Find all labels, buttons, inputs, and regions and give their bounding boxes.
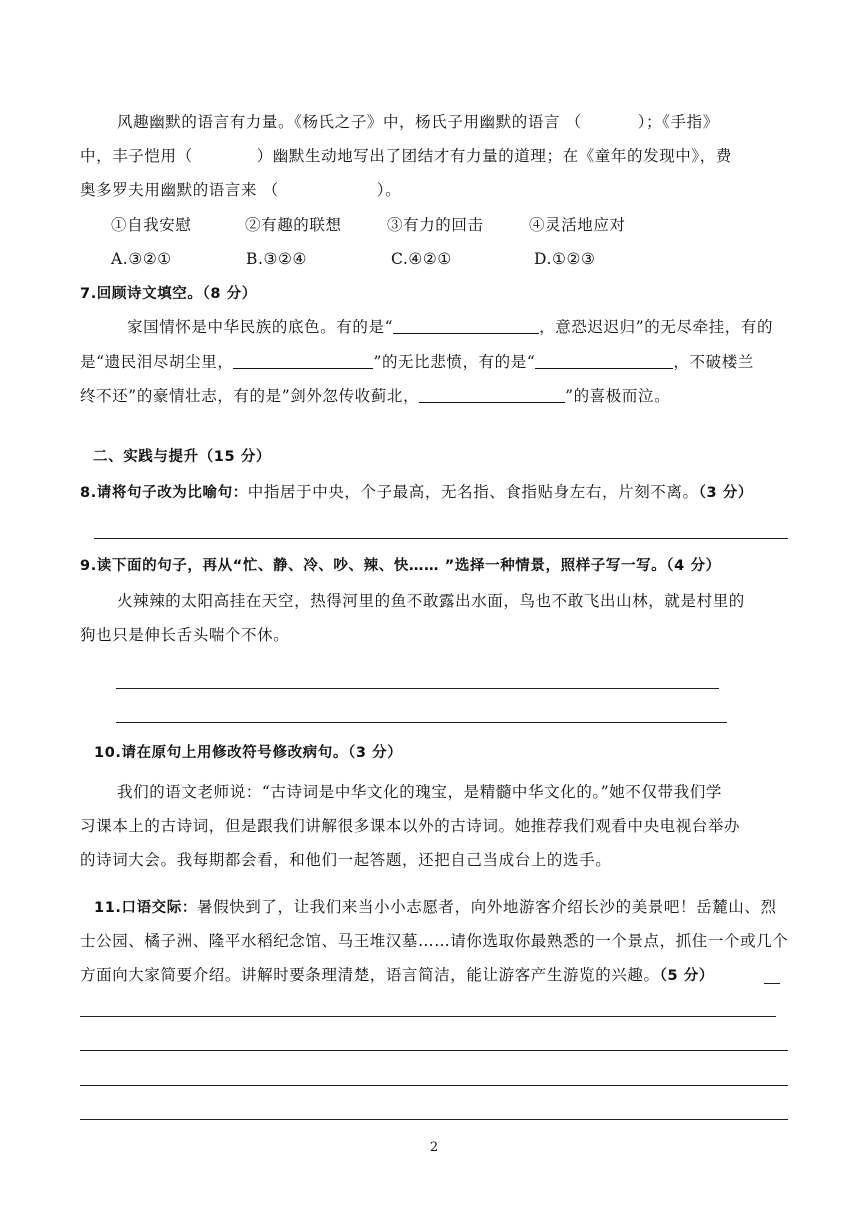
- q6-option-d[interactable]: D.①②③: [534, 250, 596, 268]
- q7-line-2-text-c: ，不破楼兰: [673, 353, 754, 371]
- q6-line-3: [80, 179, 401, 201]
- q7-line-1: [127, 316, 773, 338]
- q9-answer-line-2[interactable]: [116, 722, 727, 723]
- q6-line-1: [117, 111, 719, 133]
- q10-para-3: 的诗词大会。我每期都会看，和他们一起答题，还把自己当成台上的选手。: [80, 851, 612, 869]
- q6-line-2-text-b: ）幽默生动地写出了团结才有力量的道理；在《童年的发现中》，费: [256, 147, 732, 165]
- q6-choice-4: ④灵活地应对: [529, 216, 626, 234]
- q7-blank-1[interactable]: [393, 317, 539, 334]
- q10-heading: 10.请在原句上用修改符号修改病句。（3 分）: [94, 745, 403, 761]
- q7-blank-3[interactable]: [535, 352, 673, 369]
- q11-line-3-text: 方面向大家简要介绍。讲解时要条理清楚，语言简洁，能让游客产生游览的兴趣。: [80, 966, 660, 984]
- q7-line-3: [80, 385, 670, 407]
- q10-para-1: 我们的语文老师说：“古诗词是中华文化的瑰宝，是精髓中华文化的。”她不仅带我们学: [117, 783, 723, 801]
- q9-example-1: 火辣辣的太阳高挂在天空，热得河里的鱼不敢露出水面，鸟也不敢飞出山林，就是村里的: [117, 592, 745, 610]
- q11-line-1-text: 暑假快到了，让我们来当小小志愿者，向外地游客介绍长沙的美景吧！岳麓山、烈: [197, 898, 777, 916]
- q6-option-a[interactable]: A.③②①: [111, 250, 172, 268]
- q11-line-3: [80, 964, 714, 987]
- q11-label: 11.口语交际：: [94, 900, 197, 916]
- q8-answer-line[interactable]: [94, 538, 788, 539]
- q8-label: 8.请将句子改为比喻句：: [80, 485, 248, 501]
- q6-line-1-text-a: 风趣幽默的语言有力量。《杨氏之子》中，杨氏子用幽默的语言 （: [117, 113, 582, 131]
- q11-answer-line-start[interactable]: [764, 983, 780, 984]
- q8-text: 中指居于中央，个子最高，无名指、食指贴身左右，片刻不离。: [247, 483, 699, 501]
- q6-choice-1: ①自我安慰: [111, 216, 192, 234]
- q8-line: [80, 481, 753, 504]
- q7-line-3-text-a: 终不还”的豪情壮志，有的是”剑外忽传收蓟北，: [80, 387, 420, 405]
- page-number: 2: [429, 1140, 439, 1155]
- q11-answer-line-3[interactable]: [80, 1085, 788, 1086]
- q11-line-1: [94, 896, 777, 919]
- q7-heading: 7.回顾诗文填空。（8 分）: [80, 286, 257, 302]
- q11-score: （5 分）: [659, 968, 714, 984]
- q7-blank-2[interactable]: [233, 352, 373, 369]
- q11-answer-line-4[interactable]: [80, 1119, 788, 1120]
- q11-answer-line-2[interactable]: [80, 1050, 788, 1051]
- q6-line-1-text-b: ）；《手指》: [637, 113, 719, 131]
- q9-heading: 9.读下面的句子，再从“忙、静、冷、吵、辣、快…… ”选择一种情景，照样子写一写。（4 分）: [80, 558, 721, 574]
- q7-line-1-text-b: ，意恐迟迟归”的无尽牵挂，有的: [539, 318, 774, 336]
- q9-answer-line-1[interactable]: [116, 688, 719, 689]
- q7-blank-4[interactable]: [419, 386, 565, 403]
- q11-line-2: 士公园、橘子洲、隆平水稻纪念馆、马王堆汉墓……请你选取你最熟悉的一个景点，抓住一个或几个: [80, 932, 789, 950]
- section-2-heading: 二、实践与提升（15 分）: [93, 449, 272, 465]
- q10-para-2: 习课本上的古诗词，但是跟我们讲解很多课本以外的古诗词。她推荐我们观看中央电视台举办: [80, 817, 741, 835]
- q7-line-2-text-b: ”的无比悲愤，有的是“: [373, 353, 536, 371]
- q8-score: （3 分）: [698, 485, 753, 501]
- q6-option-c[interactable]: C.④②①: [391, 250, 452, 268]
- q6-choice-2: ②有趣的联想: [245, 216, 342, 234]
- q11-answer-line-1[interactable]: [80, 1016, 776, 1017]
- q6-line-3-text-a: 奥多罗夫用幽默的语言来 （: [80, 181, 279, 199]
- q9-example-2: 狗也只是伸长舌头喘个不休。: [80, 626, 290, 644]
- q6-line-2-text-a: 中，丰子恺用（: [80, 147, 193, 165]
- q6-line-2: [80, 145, 732, 167]
- q6-line-3-text-b: ）。: [376, 181, 402, 199]
- q7-line-2-text-a: 是“遗民泪尽胡尘里，: [80, 353, 234, 371]
- q6-choice-3: ③有力的回击: [387, 216, 484, 234]
- q6-option-b[interactable]: B.③②④: [246, 250, 308, 268]
- q7-line-3-text-b: ”的喜极而泣。: [565, 387, 671, 405]
- q7-line-2: [80, 351, 754, 373]
- q7-line-1-text-a: 家国情怀是中华民族的底色。有的是“: [127, 318, 394, 336]
